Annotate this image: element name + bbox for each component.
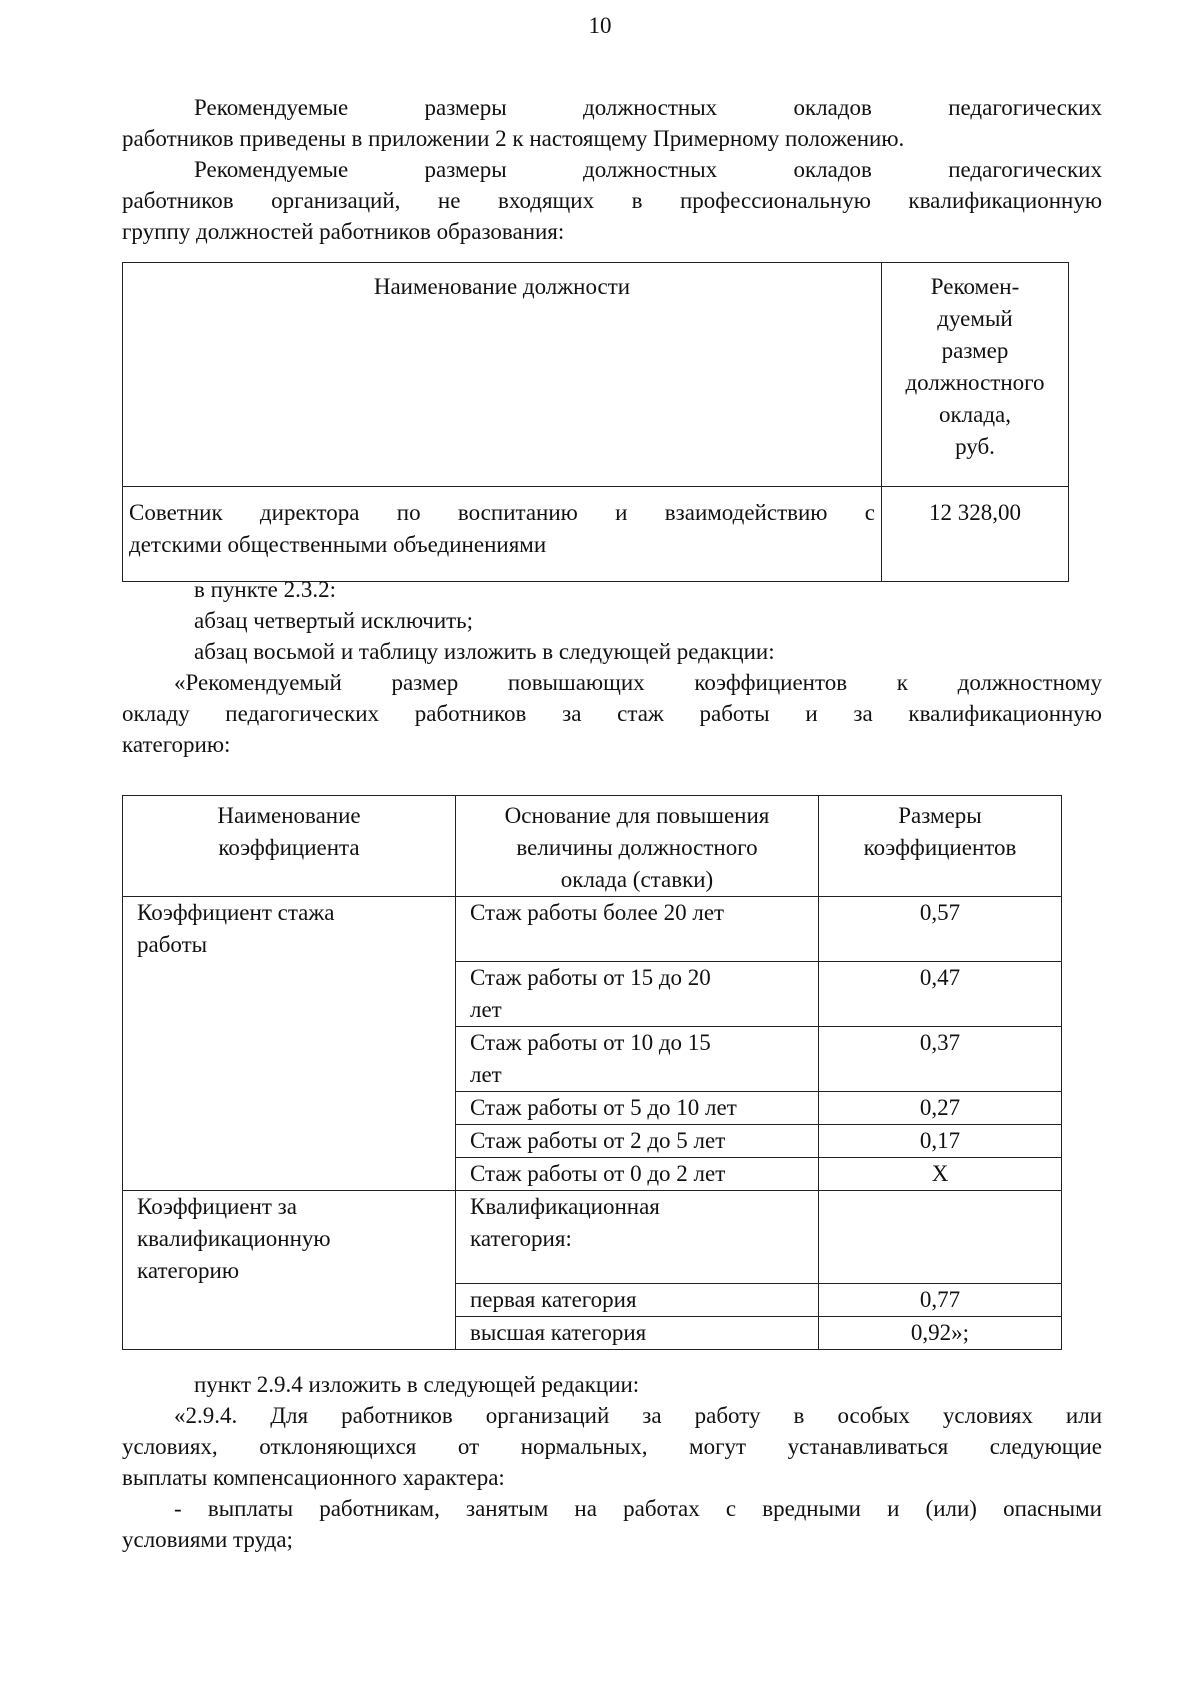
- amendment-line: пункт 2.9.4 изложить в следующей редакции:: [194, 1372, 640, 1397]
- cell-line: первая категория: [470, 1287, 637, 1312]
- basis-cell: [456, 897, 819, 962]
- header-line: должностного: [905, 370, 1045, 395]
- paragraph-salaries-appendix: [122, 92, 1102, 154]
- basis-cell: [456, 1092, 819, 1125]
- coefficient-value-cell: X: [819, 1158, 1062, 1191]
- cell-line: Стаж работы от 0 до 2 лет: [470, 1161, 726, 1186]
- header-line: величины должностного: [516, 835, 758, 860]
- basis-cell: [456, 1317, 819, 1350]
- table-header-row: [123, 796, 1062, 897]
- bullet-line: условиями труда;: [122, 1527, 293, 1552]
- amendment-text: [122, 574, 1102, 760]
- header-line: оклада,: [938, 402, 1012, 427]
- cell-line: высшая категория: [470, 1320, 647, 1345]
- position-name-cell: [123, 487, 882, 582]
- header-line: оклада (ставки): [560, 867, 714, 892]
- salary-table: [122, 262, 1069, 582]
- basis-cell: [456, 1125, 819, 1158]
- coefficient-value-cell: 0,77: [819, 1284, 1062, 1317]
- header-line: дуемый: [937, 306, 1013, 331]
- coefficient-value-cell: 0,47: [819, 962, 1062, 1027]
- coefficient-name-cell: [123, 1191, 456, 1350]
- header-line: Основание для повышения: [504, 803, 770, 828]
- header-coefficient-size: [819, 796, 1062, 897]
- basis-cell: [456, 1027, 819, 1092]
- table-row: [123, 487, 1069, 582]
- coefficients-table: [122, 795, 1062, 1350]
- basis-cell: [456, 1191, 819, 1284]
- bottom-text: [122, 1369, 1102, 1555]
- quote-line: «Рекомендуемый размер повышающих коэффициентов к должностному: [174, 670, 1102, 695]
- paragraph-line: работников приведены в приложении 2 к настоящему Примерному положению.: [122, 126, 905, 151]
- cell-line: Коэффициент стажа: [137, 900, 335, 925]
- basis-cell: [456, 1284, 819, 1317]
- paragraph-salaries-other: [122, 154, 1102, 247]
- header-basis: [456, 796, 819, 897]
- table-header-row: [123, 263, 1069, 487]
- cell-line: Коэффициент за: [137, 1194, 297, 1219]
- basis-cell: [456, 1158, 819, 1191]
- cell-line: Стаж работы от 15 до 20: [470, 965, 711, 990]
- coefficient-value-cell: 0,37: [819, 1027, 1062, 1092]
- quote-line: окладу педагогических работников за стаж работы и за квалификационную: [122, 701, 1102, 726]
- cell-line: категорию: [137, 1258, 240, 1283]
- header-line: коэффициента: [218, 835, 360, 860]
- coefficient-value-cell: 0,27: [819, 1092, 1062, 1125]
- header-line: коэффициентов: [863, 835, 1017, 860]
- paragraph-line: группу должностей работников образования:: [122, 219, 565, 244]
- quote-line: «2.9.4. Для работников организаций за работу в особых условиях или: [174, 1403, 1102, 1428]
- basis-cell: [456, 962, 819, 1027]
- cell-line: категория:: [470, 1226, 572, 1251]
- quote-line: категорию:: [122, 732, 231, 757]
- paragraph-line: Рекомендуемые размеры должностных окладов педагогических: [194, 95, 1102, 120]
- cell-line: Квалификационная: [470, 1194, 660, 1219]
- coefficient-value-cell: 0,57: [819, 897, 1062, 962]
- amendment-line: в пункте 2.3.2:: [194, 577, 336, 602]
- table-row: [123, 1191, 1062, 1284]
- coefficient-value-cell: [819, 1191, 1062, 1284]
- quote-line: условиях, отклоняющихся от нормальных, могут устанавливаться следующие: [122, 1434, 1102, 1459]
- table-row: [123, 897, 1062, 962]
- bullet-line: - выплаты работникам, занятым на работах с вредными и (или) опасными: [174, 1496, 1102, 1521]
- header-coefficient-name: [123, 796, 456, 897]
- cell-line: работы: [137, 932, 208, 957]
- header-salary-size: [882, 263, 1069, 487]
- salary-value-cell: 12 328,00: [882, 487, 1069, 582]
- cell-line: лет: [470, 1062, 502, 1087]
- cell-line: лет: [470, 997, 502, 1022]
- header-position-name: Наименование должности: [123, 263, 882, 487]
- page-number: 10: [588, 13, 612, 38]
- coefficient-value-cell: 0,92»;: [819, 1317, 1062, 1350]
- amendment-line: абзац четвертый исключить;: [194, 608, 474, 633]
- cell-line: детскими общественными объединениями: [129, 532, 547, 557]
- amendment-line: абзац восьмой и таблицу изложить в следующей редакции:: [194, 639, 775, 664]
- cell-line: Стаж работы от 5 до 10 лет: [470, 1095, 737, 1120]
- cell-line: Стаж работы более 20 лет: [470, 900, 725, 925]
- quote-line: выплаты компенсационного характера:: [122, 1465, 505, 1490]
- header-line: Наименование: [217, 803, 361, 828]
- cell-line: квалификационную: [137, 1226, 331, 1251]
- cell-line: Стаж работы от 2 до 5 лет: [470, 1128, 726, 1153]
- header-line: Рекомен-: [930, 274, 1020, 299]
- coefficient-value-cell: 0,17: [819, 1125, 1062, 1158]
- header-line: размер: [941, 338, 1009, 363]
- cell-line: Советник директора по воспитанию и взаимодействию с: [129, 500, 875, 525]
- header-line: Размеры: [898, 803, 982, 828]
- header-line: руб.: [955, 434, 995, 459]
- coefficient-name-cell: [123, 897, 456, 1191]
- paragraph-line: работников организаций, не входящих в профессиональную квалификационную: [122, 188, 1102, 213]
- cell-line: Стаж работы от 10 до 15: [470, 1030, 711, 1055]
- paragraph-line: Рекомендуемые размеры должностных окладов педагогических: [194, 157, 1102, 182]
